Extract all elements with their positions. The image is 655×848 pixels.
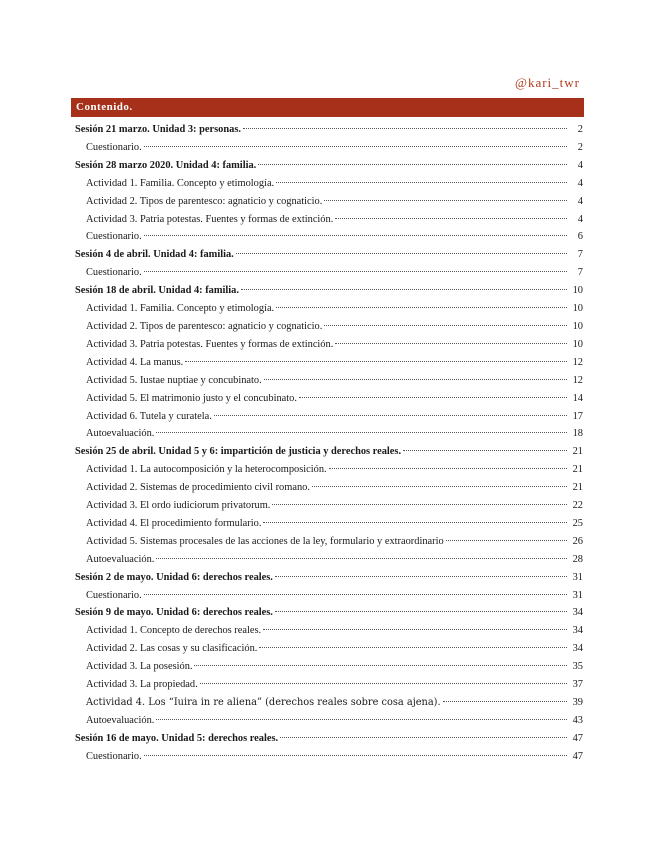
toc-subsection-entry[interactable] (75, 533, 583, 551)
dot-leader (185, 361, 567, 362)
toc-entry-label: Actividad 4. La manus. (86, 356, 184, 368)
toc-page-number: 37 (572, 679, 583, 691)
toc-section-entry[interactable] (75, 730, 583, 748)
toc-page-number: 35 (572, 661, 583, 673)
toc-entry-label: Actividad 4. El procedimiento formulario. (86, 517, 262, 529)
toc-page-number: 21 (572, 464, 583, 476)
toc-page-number: 31 (572, 571, 583, 583)
toc-entry-label: Cuestionario. (86, 589, 142, 601)
toc-page-number: 21 (572, 446, 583, 458)
table-of-contents (75, 121, 583, 766)
dot-leader (443, 701, 567, 702)
toc-entry-label: Actividad 5. El matrimonio justo y el concubinato. (86, 392, 297, 404)
toc-page-number: 6 (577, 231, 583, 243)
toc-page-number: 34 (572, 643, 583, 655)
toc-page-number: 21 (572, 482, 583, 494)
toc-subsection-entry[interactable] (75, 479, 583, 497)
toc-page-number: 2 (577, 141, 583, 153)
toc-subsection-entry[interactable] (75, 139, 583, 157)
toc-entry-label: Sesión 9 de mayo. Unidad 6: derechos reales. (75, 607, 273, 619)
toc-page-number: 14 (572, 392, 583, 404)
toc-subsection-entry[interactable] (75, 622, 583, 640)
toc-entry-label: Actividad 1. Concepto de derechos reales. (86, 625, 262, 637)
toc-section-entry[interactable] (75, 246, 583, 264)
dot-leader (263, 629, 567, 630)
toc-page-number: 47 (572, 750, 583, 762)
dot-leader (144, 755, 567, 756)
toc-subsection-entry[interactable] (75, 228, 583, 246)
dot-leader (263, 522, 567, 523)
dot-leader (200, 683, 567, 684)
dot-leader (243, 128, 567, 129)
dot-leader (276, 307, 567, 308)
dot-leader (275, 576, 567, 577)
toc-entry-label: Actividad 3. El ordo iudiciorum privatorum. (86, 500, 271, 512)
toc-entry-label: Cuestionario. (86, 267, 142, 279)
toc-page-number: 17 (572, 410, 583, 422)
toc-subsection-entry[interactable] (75, 748, 583, 766)
toc-entry-label: Actividad 1. La autocomposición y la heterocomposición. (86, 464, 327, 476)
toc-section-entry[interactable] (75, 282, 583, 300)
toc-section-entry[interactable] (75, 157, 583, 175)
toc-entry-label: Actividad 3. Patria potestas. Fuentes y formas de extinción. (86, 213, 334, 225)
toc-page-number: 47 (572, 732, 583, 744)
toc-page-number: 10 (572, 320, 583, 332)
toc-subsection-entry[interactable] (75, 461, 583, 479)
dot-leader (144, 146, 567, 147)
toc-entry-label: Actividad 5. Sistemas procesales de las acciones de la ley, formulario y extraordinario (86, 535, 444, 547)
toc-subsection-entry[interactable] (75, 712, 583, 730)
dot-leader (272, 504, 567, 505)
dot-leader (259, 647, 567, 648)
toc-entry-label: Actividad 3. Patria potestas. Fuentes y formas de extinción. (86, 338, 334, 350)
toc-page-number: 4 (577, 177, 583, 189)
toc-page-number: 34 (572, 625, 583, 637)
dot-leader (194, 665, 567, 666)
toc-title: Contenido. (71, 98, 584, 117)
toc-page-number: 34 (572, 607, 583, 619)
toc-entry-label: Sesión 2 de mayo. Unidad 6: derechos reales. (75, 571, 273, 583)
toc-subsection-entry[interactable] (75, 336, 583, 354)
toc-entry-label: Actividad 2. Tipos de parentesco: agnaticio y cognaticio. (86, 320, 323, 332)
toc-subsection-entry[interactable] (75, 551, 583, 569)
toc-subsection-entry[interactable] (75, 372, 583, 390)
toc-entry-label: Actividad 4. Los “Iuira in re aliena” (derechos reales sobre cosa ajena). (86, 697, 441, 708)
toc-entry-label: Sesión 4 de abril. Unidad 4: familia. (75, 249, 234, 261)
toc-entry-label: Actividad 1. Familia. Concepto y etimología. (86, 177, 275, 189)
toc-entry-label: Sesión 25 de abril. Unidad 5 y 6: impartición de justicia y derechos reales. (75, 446, 402, 458)
dot-leader (144, 594, 567, 595)
toc-section-entry[interactable] (75, 443, 583, 461)
toc-subsection-entry[interactable] (75, 318, 583, 336)
dot-leader (214, 415, 567, 416)
toc-entry-label: Actividad 5. Iustae nuptiae y concubinato. (86, 374, 262, 386)
toc-page-number: 43 (572, 714, 583, 726)
toc-subsection-entry[interactable] (75, 211, 583, 229)
dot-leader (258, 164, 567, 165)
dot-leader (156, 432, 567, 433)
dot-leader (144, 235, 567, 236)
toc-page-number: 12 (572, 356, 583, 368)
toc-entry-label: Cuestionario. (86, 141, 142, 153)
toc-subsection-entry[interactable] (75, 587, 583, 605)
toc-entry-label: Autoevaluación. (86, 714, 155, 726)
toc-entry-label: Actividad 1. Familia. Concepto y etimología. (86, 303, 275, 315)
toc-subsection-entry[interactable] (75, 193, 583, 211)
dot-leader (276, 182, 567, 183)
toc-entry-label: Actividad 3. La posesión. (86, 661, 193, 673)
toc-page-number: 10 (572, 338, 583, 350)
author-handle: @kari_twr (514, 75, 580, 90)
dot-leader (299, 397, 567, 398)
toc-entry-label: Actividad 2. Tipos de parentesco: agnaticio y cognaticio. (86, 195, 323, 207)
toc-page-number: 25 (572, 517, 583, 529)
dot-leader (280, 737, 567, 738)
toc-subsection-entry[interactable] (75, 497, 583, 515)
toc-subsection-entry[interactable] (75, 425, 583, 443)
toc-subsection-entry[interactable] (75, 676, 583, 694)
toc-page-number: 18 (572, 428, 583, 440)
toc-entry-label: Actividad 6. Tutela y curatela. (86, 410, 212, 422)
dot-leader (236, 253, 567, 254)
toc-page-number: 10 (572, 303, 583, 315)
dot-leader (324, 200, 567, 201)
dot-leader (241, 289, 567, 290)
toc-subsection-entry[interactable] (75, 640, 583, 658)
dot-leader (264, 379, 567, 380)
toc-entry-label: Autoevaluación. (86, 428, 155, 440)
dot-leader (144, 271, 567, 272)
dot-leader (156, 719, 567, 720)
toc-subsection-entry[interactable] (75, 390, 583, 408)
toc-entry-label: Sesión 16 de mayo. Unidad 5: derechos reales. (75, 732, 279, 744)
toc-page-number: 4 (577, 159, 583, 171)
dot-leader (335, 218, 567, 219)
toc-entry-label: Sesión 21 marzo. Unidad 3: personas. (75, 124, 241, 135)
toc-page-number: 7 (577, 249, 583, 261)
toc-page-number: 28 (572, 553, 583, 565)
toc-page-number: 4 (577, 195, 583, 207)
toc-page-number: 10 (572, 285, 583, 297)
dot-leader (329, 468, 567, 469)
toc-subsection-entry[interactable] (75, 175, 583, 193)
toc-entry-label: Sesión 28 marzo 2020. Unidad 4: familia. (75, 159, 257, 171)
dot-leader (312, 486, 567, 487)
toc-page-number: 12 (572, 374, 583, 386)
toc-subsection-entry[interactable] (75, 264, 583, 282)
toc-page-number: 4 (577, 213, 583, 225)
dot-leader (275, 611, 567, 612)
toc-page-number: 7 (577, 267, 583, 279)
toc-entry-label: Actividad 2. Sistemas de procedimiento civil romano. (86, 482, 310, 494)
toc-entry-label: Cuestionario. (86, 750, 142, 762)
toc-subsection-entry[interactable] (75, 408, 583, 426)
toc-entry-label: Actividad 2. Las cosas y su clasificación. (86, 643, 258, 655)
toc-page-number: 39 (572, 697, 583, 708)
dot-leader (324, 325, 567, 326)
dot-leader (446, 540, 567, 541)
toc-subsection-entry[interactable] (75, 658, 583, 676)
toc-section-entry[interactable] (75, 121, 583, 139)
toc-section-entry[interactable] (75, 569, 583, 587)
toc-subsection-entry[interactable] (75, 300, 583, 318)
toc-subsection-entry[interactable] (75, 694, 583, 712)
toc-page-number: 2 (577, 124, 583, 135)
toc-entry-label: Sesión 18 de abril. Unidad 4: familia. (75, 285, 239, 297)
dot-leader (403, 450, 567, 451)
toc-entry-label: Actividad 3. La propiedad. (86, 679, 198, 691)
toc-entry-label: Cuestionario. (86, 231, 142, 243)
dot-leader (335, 343, 567, 344)
toc-subsection-entry[interactable] (75, 354, 583, 372)
toc-page-number: 22 (572, 500, 583, 512)
dot-leader (156, 558, 567, 559)
toc-page-number: 26 (572, 535, 583, 547)
toc-section-entry[interactable] (75, 604, 583, 622)
toc-entry-label: Autoevaluación. (86, 553, 155, 565)
toc-subsection-entry[interactable] (75, 515, 583, 533)
toc-page-number: 31 (572, 589, 583, 601)
